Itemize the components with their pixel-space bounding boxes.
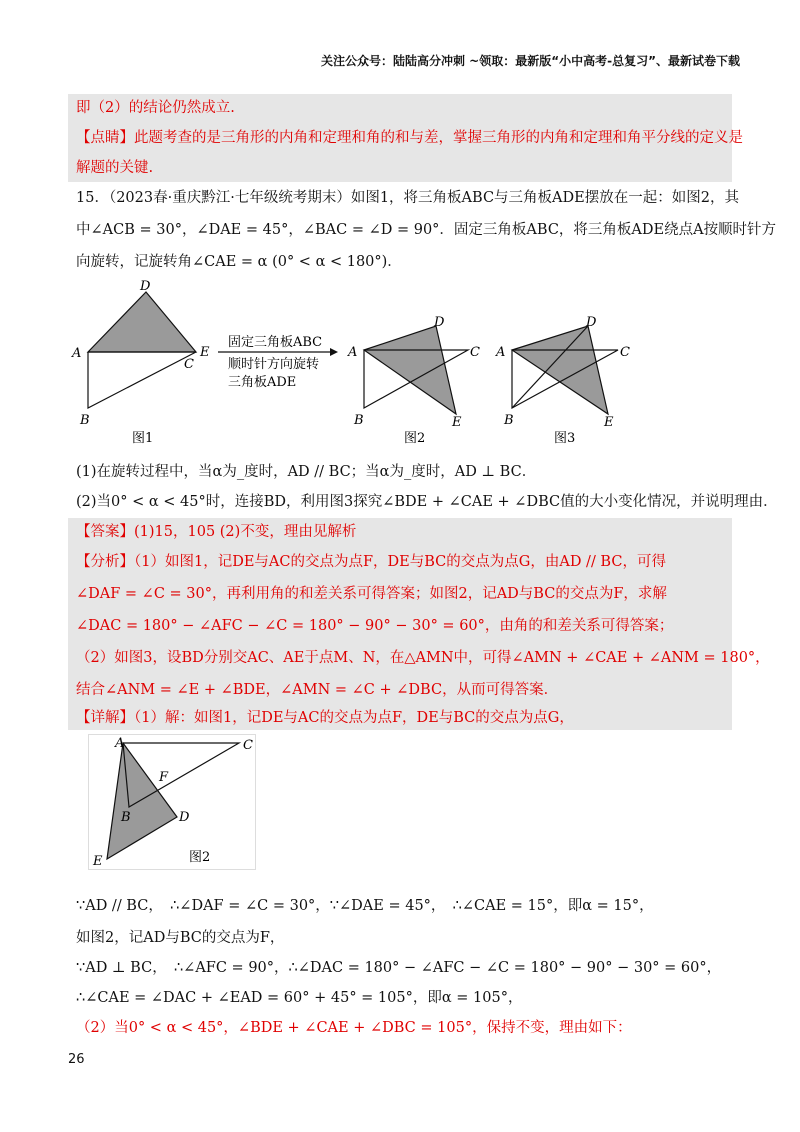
fig1-label-E: E [200, 345, 210, 360]
prev-tip-line2: 解题的关键. [76, 160, 154, 176]
fig2-label-C: C [470, 345, 480, 360]
solution-line5: （2）当0° < α < 45°，∠BDE + ∠CAE + ∠DBC = 105°，保持不变，理由如下： [76, 1020, 632, 1036]
analysis-line3: ∠DAC = 180° − ∠AFC − ∠C = 180° − 90° − 30° = 60°，由角的和差关系可得答案； [76, 618, 674, 634]
solution-figure [88, 734, 256, 870]
fig1-triangle-ADE [88, 292, 196, 352]
fig2-caption: 图2 [404, 431, 426, 446]
sol-label-A: A [115, 736, 125, 751]
solution-line4: ∴∠CAE = ∠DAC + ∠EAD = 60° + 45° = 105°，即α = 105°， [76, 990, 523, 1006]
analysis-line2: ∠DAF = ∠C = 30°，再利用角的和差关系可得答案；如图2，记AD与BC的交点为F，求解 [76, 586, 667, 602]
fig3-label-E: E [604, 415, 614, 430]
problem-line3: 向旋转，记旋转角∠CAE = α (0° < α < 180°)． [76, 254, 402, 270]
fig3-label-A: A [496, 345, 506, 360]
fig3-label-D: D [586, 315, 597, 330]
sol-label-D: D [179, 810, 190, 825]
answer-line: 【答案】(1)15，105 (2)不变，理由见解析 [76, 524, 357, 540]
problem-figures [68, 274, 668, 454]
sol-label-B: B [121, 810, 131, 825]
solution-line3: ∵AD ⊥ BC， ∴∠AFC = 90°，∴∠DAC = 180° − ∠AFC − ∠C = 180° − 90° − 30° = 60°， [76, 960, 722, 976]
sol-label-F: F [159, 770, 169, 785]
fig3-caption: 图3 [554, 431, 576, 446]
fig1-label-B: B [80, 413, 90, 428]
analysis-line5: 结合∠ANM = ∠E + ∠BDE，∠AMN = ∠C + ∠DBC，从而可得答案． [76, 682, 559, 698]
arrow-text-3: 三角板ADE [228, 375, 297, 390]
fig1-caption: 图1 [132, 431, 154, 446]
prev-tip-line1: 【点睛】此题考查的是三角形的内角和定理和角的和与差，掌握三角形的内角和定理和角平分线的定义是 [76, 130, 743, 146]
page-number: 26 [68, 1052, 85, 1067]
question-1: (1)在旋转过程中，当α为_度时，AD // BC；当α为_度时，AD ⊥ BC． [76, 464, 537, 480]
sol-triangle-ADE [107, 743, 177, 859]
page-header: 关注公众号：陆陆高分冲刺 ~领取：最新版“小中高考-总复习”、最新试卷下载 [321, 54, 740, 68]
fig2-label-B: B [354, 413, 364, 428]
fig1-label-D: D [140, 279, 151, 294]
fig2-label-D: D [434, 315, 445, 330]
solution-line1: ∵AD // BC， ∴∠DAF = ∠C = 30°，∵∠DAE = 45°， ∴∠CAE = 15°，即α = 15°， [76, 898, 654, 914]
sol-label-E: E [93, 854, 103, 869]
arrow-text-2: 顺时针方向旋转 [228, 357, 320, 372]
analysis-line1: 【分析】（1）如图1，记DE与AC的交点为点F，DE与BC的交点为点G，由AD // BC，可得 [76, 554, 666, 570]
arrow-head [330, 348, 338, 356]
fig3-label-C: C [620, 345, 630, 360]
prev-conclusion: 即（2）的结论仍然成立. [76, 100, 235, 116]
analysis-line4: （2）如图3，设BD分别交AC、AE于点M、N，在△AMN中，可得∠AMN + ∠CAE + ∠ANM = 180°， [76, 650, 770, 666]
detail-line1: 【详解】（1）解：如图1，记DE与AC的交点为点F，DE与BC的交点为点G， [76, 710, 574, 726]
problem-line1: 15．（2023春·重庆黔江·七年级统考期末）如图1，将三角板ABC与三角板ADE摆放在一起：如图2，其 [76, 190, 739, 206]
sol-caption: 图2 [189, 850, 211, 865]
fig2-label-A: A [348, 345, 358, 360]
fig1-label-C: C [184, 357, 194, 372]
solution-line2: 如图2，记AD与BC的交点为F， [76, 930, 285, 946]
fig3-label-B: B [504, 413, 514, 428]
question-2: (2)当0° < α < 45°时，连接BD，利用图3探究∠BDE + ∠CAE + ∠DBC值的大小变化情况，并说明理由． [76, 494, 778, 510]
fig1-triangle-ABC [88, 352, 196, 408]
arrow-text-1: 固定三角板ABC [228, 335, 323, 350]
fig1-label-A: A [72, 346, 82, 361]
problem-line2: 中∠ACB = 30°，∠DAE = 45°，∠BAC = ∠D = 90°．固定三角板ABC，将三角板ADE绕点A按顺时针方 [76, 222, 777, 238]
sol-label-C: C [243, 738, 253, 753]
fig2-label-E: E [452, 415, 462, 430]
